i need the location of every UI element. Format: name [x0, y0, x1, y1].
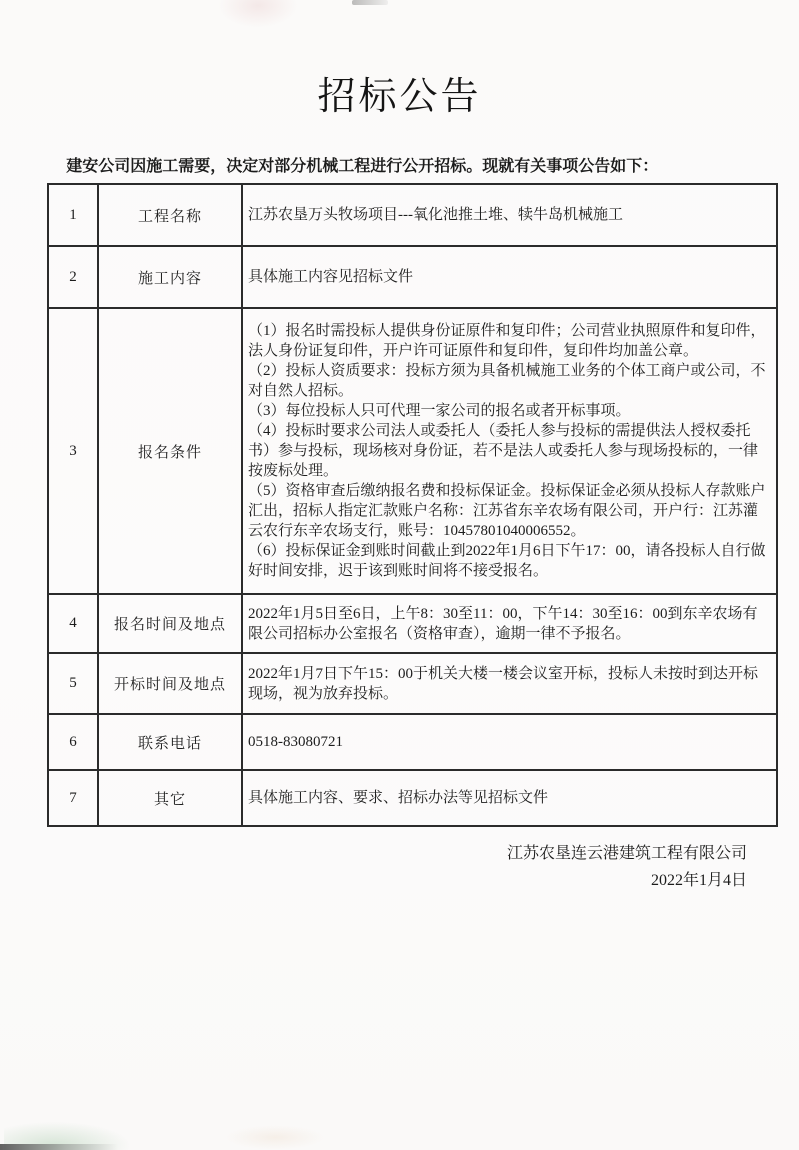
announcement-table-body [48, 184, 777, 826]
row-content [242, 714, 777, 770]
scan-smudge-bottom-beige [225, 1125, 325, 1150]
row-number: 1 [48, 184, 98, 246]
row-number: 5 [48, 653, 98, 714]
row-label: 工程名称 [98, 184, 242, 246]
content-paragraph: 2022年1月5日至6日，上午8：30至11：00，下午14：30至16：00到东辛农场有限公司招标办公室报名（资格审查），逾期一律不予报名。 [248, 605, 758, 642]
signature-block [507, 840, 747, 894]
scan-smudge-bottom-green [4, 1122, 129, 1150]
scan-edge-bottom [0, 1144, 118, 1150]
table-row [48, 770, 777, 826]
row-number: 7 [48, 770, 98, 826]
row-number: 4 [48, 594, 98, 653]
table-row [48, 246, 777, 308]
scan-mark-top [352, 0, 388, 5]
row-label: 开标时间及地点 [98, 653, 242, 714]
row-label: 报名时间及地点 [98, 594, 242, 653]
table-row [48, 184, 777, 246]
scan-smudge-top [218, 0, 298, 28]
signature-company: 江苏农垦连云港建筑工程有限公司 [506, 845, 747, 862]
content-paragraph: （2）投标人资质要求：投标方须为具备机械施工业务的个体工商户或公司，不对自然人招标。 [248, 363, 766, 399]
announcement-table [47, 183, 778, 827]
row-number: 3 [48, 308, 98, 594]
signature-date: 2022年1月4日 [650, 872, 747, 889]
row-content [242, 770, 777, 826]
content-paragraph: （5）资格审查后缴纳报名费和投标保证金。投标保证金必须从投标人存款账户汇出，招标人指定汇款账户名称：江苏省东辛农场有限公司，开户行：江苏灌云农行东辛农场支行，账号：10457801040006552。 [248, 483, 766, 539]
row-content [242, 653, 777, 714]
table-row [48, 594, 777, 653]
row-label: 联系电话 [98, 714, 242, 770]
content-paragraph: （4）投标时要求公司法人或委托人（委托人参与投标的需提供法人授权委托书）参与投标，现场核对身份证，若不是法人或委托人参与现场投标的，一律按废标处理。 [248, 423, 759, 479]
page-title: 招标公告 [317, 76, 482, 119]
row-content [242, 184, 777, 246]
row-label: 其它 [98, 770, 242, 826]
row-content [242, 594, 777, 653]
content-paragraph: 具体施工内容见招标文件 [248, 269, 414, 285]
row-number: 2 [48, 246, 98, 308]
row-label: 施工内容 [98, 246, 242, 308]
content-paragraph: 江苏农垦万头牧场项目---氧化池推土堆、犊牛岛机械施工 [248, 207, 623, 223]
table-row [48, 653, 777, 714]
content-paragraph: 具体施工内容、要求、招标办法等见招标文件 [248, 790, 549, 806]
row-label: 报名条件 [98, 308, 242, 594]
content-paragraph: （6）投标保证金到账时间截止到2022年1月6日下午17：00，请各投标人自行做好时间安排，迟于该到账时间将不接受报名。 [248, 543, 766, 579]
row-content [242, 246, 777, 308]
table-row [48, 308, 777, 594]
content-paragraph: （3）每位投标人只可代理一家公司的报名或者开标事项。 [248, 403, 631, 419]
content-paragraph: 0518-83080721 [248, 734, 343, 750]
content-paragraph: 2022年1月7日下午15：00于机关大楼一楼会议室开标，投标人未按时到达开标现场，视为放弃投标。 [248, 665, 759, 702]
intro-paragraph: 建安公司因施工需要，决定对部分机械工程进行公开招标。现就有关事项公告如下： [66, 158, 659, 175]
row-number: 6 [48, 714, 98, 770]
row-content [242, 308, 777, 594]
table-row [48, 714, 777, 770]
content-paragraph: （1）报名时需投标人提供身份证原件和复印件；公司营业执照原件和复印件，法人身份证复印件，开户许可证原件和复印件，复印件均加盖公章。 [248, 323, 766, 359]
